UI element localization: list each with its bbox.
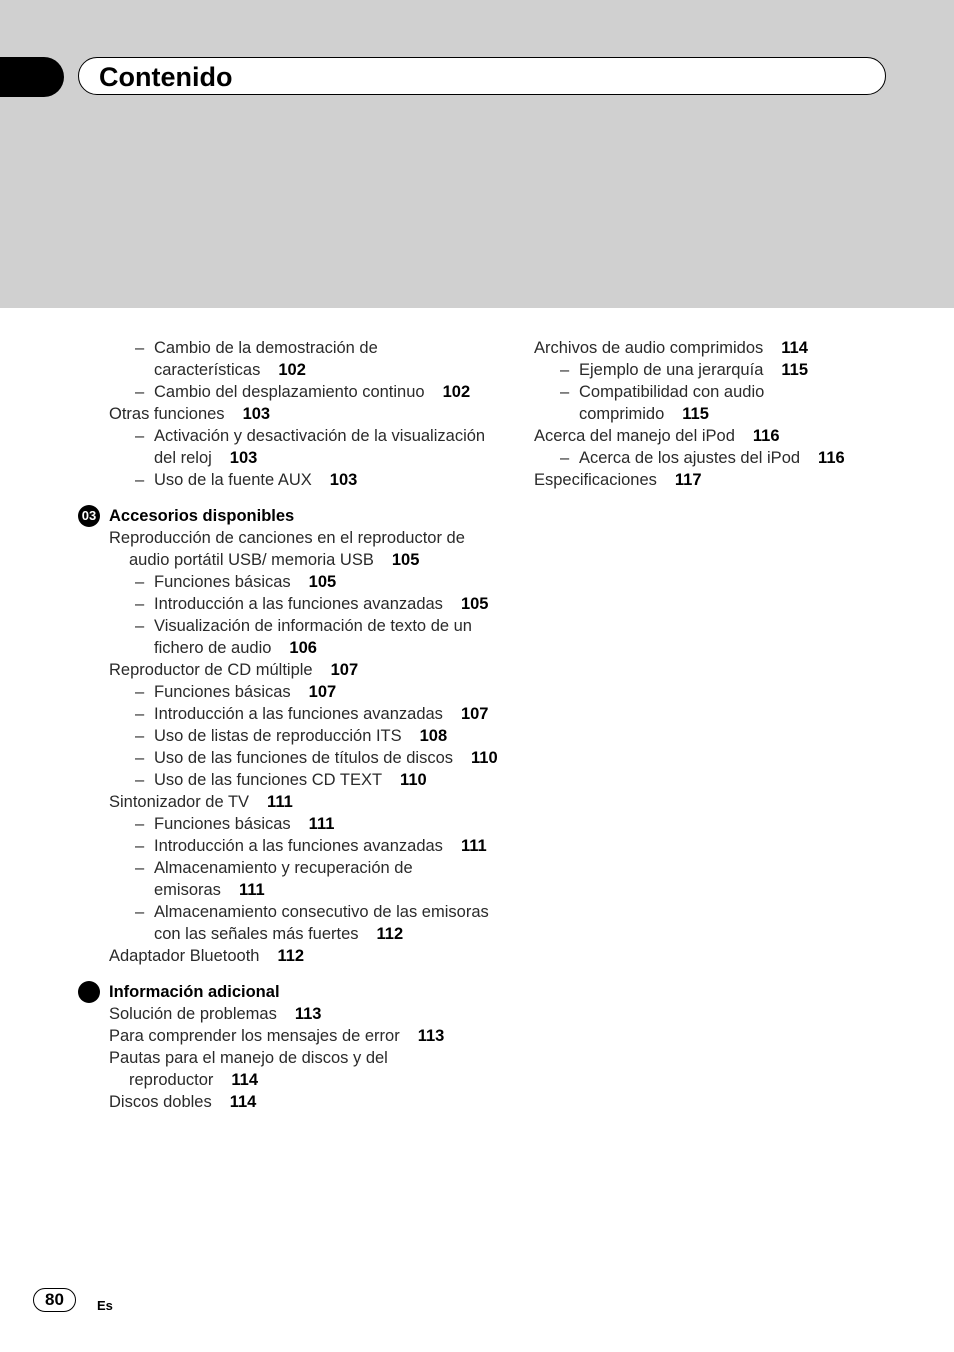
dash-bullet-icon: – bbox=[135, 815, 145, 833]
toc-subentry[interactable] bbox=[109, 571, 509, 593]
toc-entry-text: Funciones básicas bbox=[154, 815, 291, 833]
toc-subentry[interactable] bbox=[109, 593, 509, 615]
toc-subentry[interactable] bbox=[109, 857, 509, 901]
toc-page-number: 114 bbox=[781, 339, 808, 357]
toc-entry-text: Solución de problemas bbox=[109, 1005, 277, 1023]
toc-page-number: 111 bbox=[460, 837, 487, 855]
toc-subentry[interactable] bbox=[534, 359, 894, 381]
toc-entry[interactable] bbox=[534, 425, 894, 447]
toc-entry-text: Cambio de la demostración de características bbox=[154, 339, 378, 379]
language-code: Es bbox=[97, 1298, 113, 1313]
toc-page-number: 103 bbox=[242, 405, 271, 423]
dash-bullet-icon: – bbox=[135, 383, 145, 401]
dash-bullet-icon: – bbox=[135, 705, 145, 723]
toc-entry[interactable] bbox=[534, 337, 894, 359]
toc-page-number: 103 bbox=[329, 471, 358, 489]
section-title: Información adicional bbox=[109, 983, 280, 1001]
dash-bullet-icon: – bbox=[560, 361, 570, 379]
toc-page-number: 114 bbox=[231, 1071, 259, 1089]
title-box bbox=[78, 57, 886, 95]
toc-subentry[interactable] bbox=[109, 681, 509, 703]
toc-entry-text: Para comprender los mensajes de error bbox=[109, 1027, 400, 1045]
toc-page-number: 102 bbox=[278, 361, 306, 379]
section-tab-marker bbox=[0, 57, 64, 97]
toc-entry-text: Uso de las funciones de títulos de discos bbox=[154, 749, 454, 767]
toc-entry-text: Acerca de los ajustes del iPod bbox=[579, 449, 801, 467]
toc-entry-text: Reproductor de CD múltiple bbox=[109, 661, 313, 679]
page-title: Contenido bbox=[99, 62, 233, 92]
toc-page-number: 117 bbox=[674, 471, 702, 489]
toc-entry-text: Uso de la fuente AUX bbox=[154, 471, 312, 489]
toc-subentry[interactable] bbox=[109, 813, 509, 835]
toc-entry-text: Archivos de audio comprimidos bbox=[534, 339, 764, 357]
dash-bullet-icon: – bbox=[135, 573, 145, 591]
toc-page-number: 110 bbox=[400, 771, 427, 789]
toc-page-number: 107 bbox=[330, 661, 359, 679]
toc-entry-text: Discos dobles bbox=[109, 1093, 212, 1111]
dash-bullet-icon: – bbox=[135, 471, 145, 489]
toc-entry-text: Funciones básicas bbox=[154, 573, 291, 591]
dash-bullet-icon: – bbox=[135, 427, 145, 445]
toc-entry-text: Introducción a las funciones avanzadas bbox=[154, 705, 443, 723]
toc-entry-text: Sintonizador de TV bbox=[109, 793, 250, 811]
toc-entry-text: Adaptador Bluetooth bbox=[109, 947, 260, 965]
toc-subentry[interactable] bbox=[109, 337, 509, 381]
toc-entry[interactable] bbox=[109, 1091, 509, 1113]
toc-entry-text: Introducción a las funciones avanzadas bbox=[154, 595, 443, 613]
toc-page-number: 105 bbox=[391, 551, 420, 569]
toc-page-number: 115 bbox=[682, 405, 709, 423]
toc-entry-text: Reproducción de canciones en el reproductor de audio portátil USB/ memoria USB bbox=[109, 529, 465, 569]
toc-page-number: 103 bbox=[229, 449, 258, 467]
dash-bullet-icon: – bbox=[135, 771, 145, 789]
toc-page-number: 111 bbox=[238, 881, 265, 899]
toc-entry[interactable] bbox=[109, 1025, 509, 1047]
toc-page-number: 114 bbox=[229, 1093, 257, 1111]
toc-page-number: 113 bbox=[417, 1027, 445, 1045]
toc-entry[interactable] bbox=[109, 527, 509, 571]
toc-entry-text: Visualización de información de texto de un fichero de audio bbox=[154, 617, 472, 657]
toc-page-number: 110 bbox=[471, 749, 498, 767]
dash-bullet-icon: – bbox=[135, 749, 145, 767]
toc-entry[interactable] bbox=[109, 791, 509, 813]
toc-subentry[interactable] bbox=[109, 615, 509, 659]
toc-subentry[interactable] bbox=[109, 425, 509, 469]
toc-entry-text: Almacenamiento consecutivo de las emisoras con las señales más fuertes bbox=[154, 903, 489, 943]
toc-section-heading bbox=[109, 981, 509, 1003]
toc-subentry[interactable] bbox=[109, 469, 509, 491]
toc-page-number: 112 bbox=[376, 925, 404, 943]
toc-page-number: 105 bbox=[308, 573, 337, 591]
toc-page-number: 116 bbox=[752, 427, 780, 445]
toc-entry[interactable] bbox=[534, 469, 894, 491]
toc-page-number: 108 bbox=[419, 727, 448, 745]
toc-subentry[interactable] bbox=[109, 747, 509, 769]
dash-bullet-icon: – bbox=[560, 449, 570, 467]
toc-page-number: 105 bbox=[460, 595, 489, 613]
toc-entry-text: Ejemplo de una jerarquía bbox=[579, 361, 764, 379]
toc-subentry[interactable] bbox=[534, 381, 894, 425]
toc-entry-text: Introducción a las funciones avanzadas bbox=[154, 837, 443, 855]
toc-page-number: 116 bbox=[818, 449, 845, 467]
section-number-icon bbox=[78, 981, 100, 1003]
section-number-icon: 03 bbox=[78, 505, 100, 527]
dash-bullet-icon: – bbox=[135, 837, 145, 855]
toc-entry-text: Funciones básicas bbox=[154, 683, 291, 701]
toc-entry-text: Especificaciones bbox=[534, 471, 657, 489]
toc-entry[interactable] bbox=[109, 403, 509, 425]
dash-bullet-icon: – bbox=[560, 383, 570, 401]
header-band bbox=[0, 0, 954, 308]
toc-page-number: 111 bbox=[267, 793, 293, 811]
toc-page-number: 112 bbox=[277, 947, 305, 965]
toc-entry-text: Uso de listas de reproducción ITS bbox=[154, 727, 402, 745]
dash-bullet-icon: – bbox=[135, 595, 145, 613]
dash-bullet-icon: – bbox=[135, 339, 145, 357]
toc-subentry[interactable] bbox=[109, 725, 509, 747]
toc-subentry[interactable] bbox=[109, 703, 509, 725]
section-title: Accesorios disponibles bbox=[109, 507, 295, 525]
dash-bullet-icon: – bbox=[135, 859, 145, 877]
toc-section-heading bbox=[81, 505, 509, 527]
toc-entry-text: Uso de las funciones CD TEXT bbox=[154, 771, 383, 789]
toc-entry-text: Otras funciones bbox=[109, 405, 225, 423]
toc-entry[interactable] bbox=[109, 945, 509, 967]
toc-right-column bbox=[534, 337, 894, 491]
toc-subentry[interactable] bbox=[534, 447, 894, 469]
dash-bullet-icon: – bbox=[135, 617, 145, 635]
toc-subentry[interactable] bbox=[109, 901, 509, 945]
dash-bullet-icon: – bbox=[135, 727, 145, 745]
toc-entry-text: Pautas para el manejo de discos y del reproductor bbox=[109, 1049, 388, 1089]
toc-subentry[interactable] bbox=[109, 381, 509, 403]
toc-entry[interactable] bbox=[109, 659, 509, 681]
toc-subentry[interactable] bbox=[109, 835, 509, 857]
toc-left-column bbox=[81, 337, 509, 1113]
page-number: 80 bbox=[33, 1288, 76, 1312]
toc-page-number: 111 bbox=[308, 815, 335, 833]
toc-page-number: 107 bbox=[460, 705, 489, 723]
toc-entry[interactable] bbox=[109, 1003, 509, 1025]
toc-entry[interactable] bbox=[109, 1047, 509, 1091]
toc-entry-text: Cambio del desplazamiento continuo bbox=[154, 383, 425, 401]
dash-bullet-icon: – bbox=[135, 903, 145, 921]
toc-entry-text: Activación y desactivación de la visualización del reloj bbox=[154, 427, 486, 467]
toc-page-number: 107 bbox=[308, 683, 337, 701]
dash-bullet-icon: – bbox=[135, 683, 145, 701]
toc-entry-text: Acerca del manejo del iPod bbox=[534, 427, 735, 445]
toc-page-number: 106 bbox=[289, 639, 317, 657]
toc-entry-text: Almacenamiento y recuperación de emisoras bbox=[154, 859, 413, 899]
toc-subentry[interactable] bbox=[109, 769, 509, 791]
toc-entry-text: Compatibilidad con audio comprimido bbox=[579, 383, 765, 423]
toc-page-number: 115 bbox=[781, 361, 808, 379]
toc-page-number: 102 bbox=[442, 383, 471, 401]
toc-page-number: 113 bbox=[294, 1005, 322, 1023]
